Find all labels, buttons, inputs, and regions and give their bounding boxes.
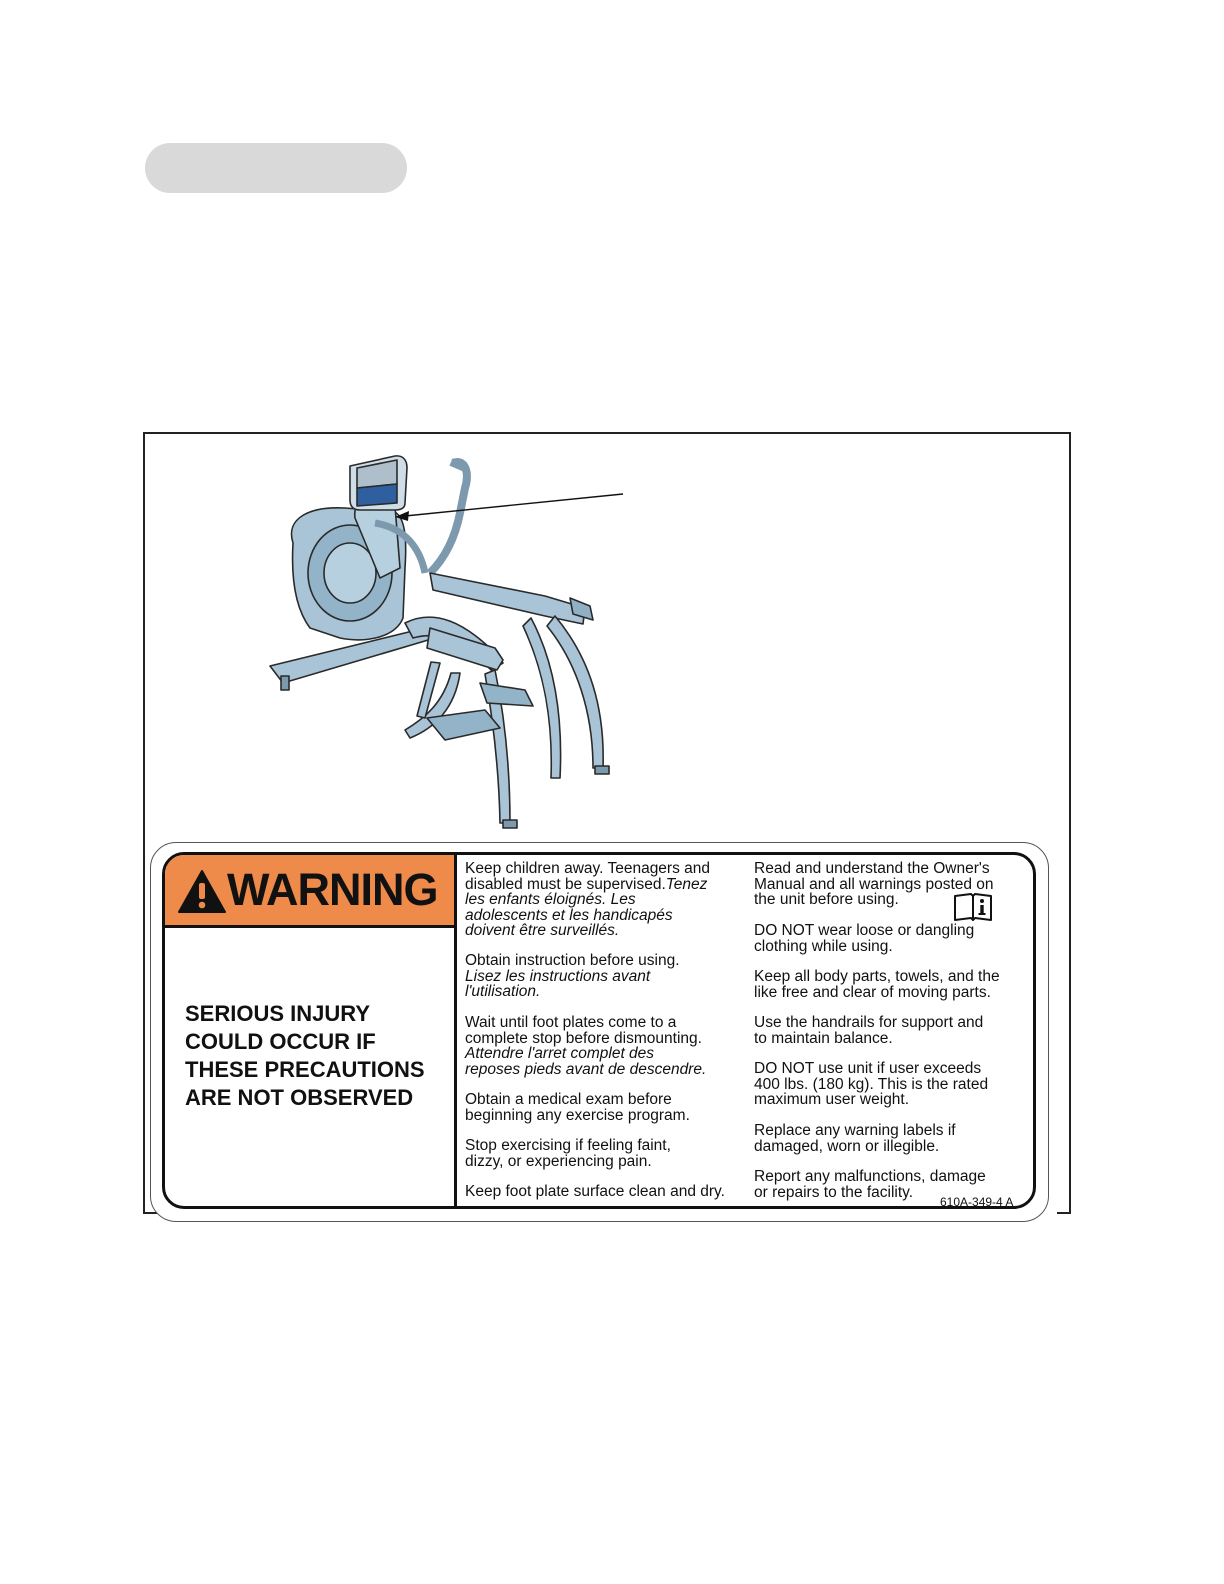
text-line: Obtain instruction before using. <box>465 952 680 969</box>
text-line: beginning any exercise program. <box>465 1106 690 1124</box>
warning-left-panel <box>165 855 457 1206</box>
text-line: clothing while using. <box>754 937 893 955</box>
text-line: Wait until foot plates come to a <box>465 1014 677 1031</box>
text-line: Replace any warning labels if <box>754 1122 956 1139</box>
text-line: DO NOT wear loose or dangling <box>754 922 975 939</box>
text-line: Keep children away. Teenagers and <box>465 860 711 877</box>
stop-warning <box>465 1138 671 1169</box>
text-line-fr: adolescents et les handicapés <box>465 906 673 924</box>
warning-header <box>165 855 454 928</box>
text-line: Report any malfunctions, damage <box>754 1168 986 1185</box>
serious-injury-message <box>185 1000 453 1112</box>
text-line-fr: Tenez <box>665 875 708 893</box>
text-line: dizzy, or experiencing pain. <box>465 1152 652 1170</box>
medical-warning <box>465 1092 690 1123</box>
children-warning <box>465 861 710 939</box>
weight-warning <box>754 1061 988 1108</box>
text-line-fr: reposes pieds avant de descendre. <box>465 1060 707 1078</box>
text-line: 400 lbs. (180 kg). This is the rated <box>754 1075 989 1093</box>
clean-warning <box>465 1184 725 1200</box>
warning-title: WARNING <box>227 864 438 915</box>
text-line: Manual and all warnings posted on <box>754 875 994 893</box>
serious-line: SERIOUS INJURY <box>185 1001 371 1026</box>
text-line: Keep foot plate surface clean and dry. <box>465 1183 725 1200</box>
text-line: the unit before using. <box>754 891 899 908</box>
text-line-fr: doivent être surveillés. <box>465 922 620 939</box>
text-line: like free and clear of moving parts. <box>754 983 991 1001</box>
arc-trainer-illustration <box>255 448 635 833</box>
text-line: DO NOT use unit if user exceeds <box>754 1060 982 1077</box>
serious-line: THESE PRECAUTIONS <box>185 1057 425 1082</box>
text-line: damaged, worn or illegible. <box>754 1137 940 1155</box>
section-header-pill <box>145 143 407 193</box>
serious-line: ARE NOT OBSERVED <box>185 1085 414 1110</box>
label-part-number: 610A-349-4 A <box>940 1195 1014 1209</box>
serious-line: COULD OCCUR IF <box>185 1029 376 1054</box>
figure-frame-corner-right <box>1057 1212 1071 1214</box>
text-line: Read and understand the Owner's <box>754 860 990 877</box>
instruction-warning <box>465 953 680 1000</box>
loose-clothing-warning <box>754 923 974 954</box>
text-line: Stop exercising if feeling faint, <box>465 1137 671 1154</box>
warning-label <box>162 852 1036 1209</box>
body-parts-warning <box>754 969 1000 1000</box>
owners-manual-book-icon <box>953 892 993 922</box>
text-line-fr: Lisez les instructions avant <box>465 967 651 985</box>
text-line-fr: l'utilisation. <box>465 983 541 1000</box>
handrails-warning <box>754 1015 983 1046</box>
text-line: Obtain a medical exam before <box>465 1091 672 1108</box>
replace-labels-warning <box>754 1123 956 1154</box>
text-line: or repairs to the facility. <box>754 1183 914 1201</box>
text-line: complete stop before dismounting. <box>465 1029 702 1047</box>
text-line: Keep all body parts, towels, and the <box>754 968 1000 985</box>
warning-triangle-icon <box>177 868 227 914</box>
text-line: Use the handrails for support and <box>754 1014 984 1031</box>
text-line: maximum user weight. <box>754 1091 910 1108</box>
footplates-warning <box>465 1015 706 1077</box>
text-line: to maintain balance. <box>754 1029 893 1047</box>
text-line: disabled must be supervised. <box>465 875 666 893</box>
text-line-fr: Attendre l'arret complet des <box>465 1045 655 1062</box>
text-line-fr: les enfants éloignés. Les <box>465 891 636 908</box>
